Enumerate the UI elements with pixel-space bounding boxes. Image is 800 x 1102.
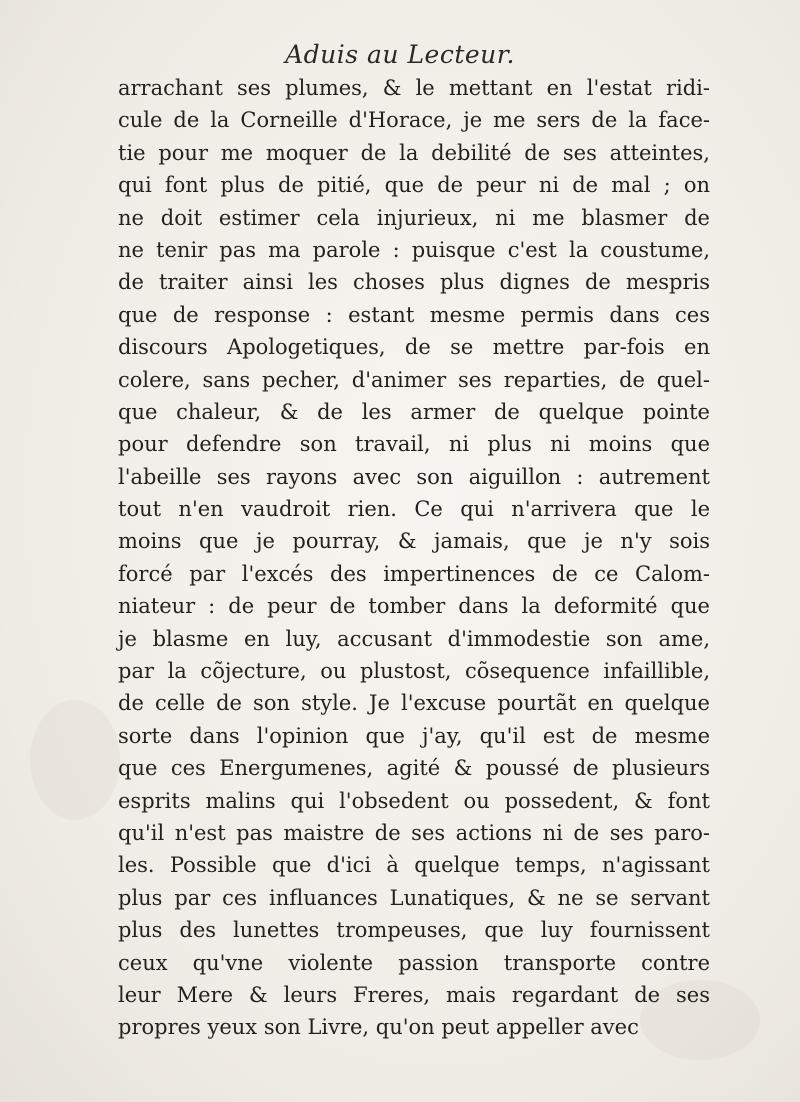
text-line: les. Possible que d'ici à quelque temps, n'agissant — [118, 853, 710, 878]
text-line: qu'il n'est pas maistre de ses actions ni de ses paro- — [118, 820, 710, 845]
text-line: moins que je pourray, & jamais, que je n'y sois — [118, 529, 710, 554]
text-line: tie pour me moquer de la debilité de ses atteintes, — [118, 140, 710, 165]
body-text — [118, 72, 710, 1044]
text-line: l'abeille ses rayons avec son aiguillon : autrement — [118, 464, 710, 489]
text-line: colere, sans pecher, d'animer ses reparties, de quel- — [118, 367, 710, 392]
text-line: ne tenir pas ma parole : puisque c'est la coustume, — [118, 237, 710, 262]
text-line: que de response : estant mesme permis dans ces — [118, 302, 710, 327]
text-line: plus des lunettes trompeuses, que luy fournissent — [118, 918, 710, 943]
text-line: ne doit estimer cela injurieux, ni me blasmer de — [118, 205, 710, 230]
text-line: discours Apologetiques, de se mettre par-fois en — [118, 335, 710, 360]
text-line: arrachant ses plumes, & le mettant en l'estat ridi- — [118, 76, 710, 100]
text-line: pour defendre son travail, ni plus ni moins que — [118, 432, 710, 457]
paper-stain — [30, 700, 120, 820]
text-line: de traiter ainsi les choses plus dignes de mespris — [118, 270, 710, 295]
text-line: de celle de son style. Je l'excuse pourtãt en quelque — [118, 691, 710, 716]
text-line: ceux qu'vne violente passion transporte contre — [118, 950, 710, 975]
text-line: tout n'en vaudroit rien. Ce qui n'arrivera que le — [118, 497, 710, 522]
text-line: que ces Energumenes, agité & poussé de plusieurs — [118, 756, 710, 781]
text-line: leur Mere & leurs Freres, mais regardant de ses — [118, 982, 710, 1007]
text-line: qui font plus de pitié, que de peur ni de mal ; on — [118, 173, 710, 198]
text-line: niateur : de peur de tomber dans la deformité que — [118, 594, 710, 619]
text-line: cule de la Corneille d'Horace, je me sers de la face- — [118, 108, 710, 133]
text-line: plus par ces influances Lunatiques, & ne se servant — [118, 885, 710, 910]
text-line: sorte dans l'opinion que j'ay, qu'il est de mesme — [118, 723, 710, 748]
text-line: par la cõjecture, ou plustost, cõsequence infaillible, — [118, 659, 710, 684]
running-head: Aduis au Lecteur. — [285, 40, 515, 69]
text-line: propres yeux son Livre, qu'on peut appeller avec — [118, 1015, 639, 1040]
text-line: je blasme en luy, accusant d'immodestie son ame, — [118, 626, 710, 651]
text-line: esprits malins qui l'obsedent ou possedent, & font — [118, 788, 710, 813]
text-line: forcé par l'excés des impertinences de ce Calom- — [118, 561, 710, 586]
text-line: que chaleur, & de les armer de quelque pointe — [118, 399, 710, 424]
